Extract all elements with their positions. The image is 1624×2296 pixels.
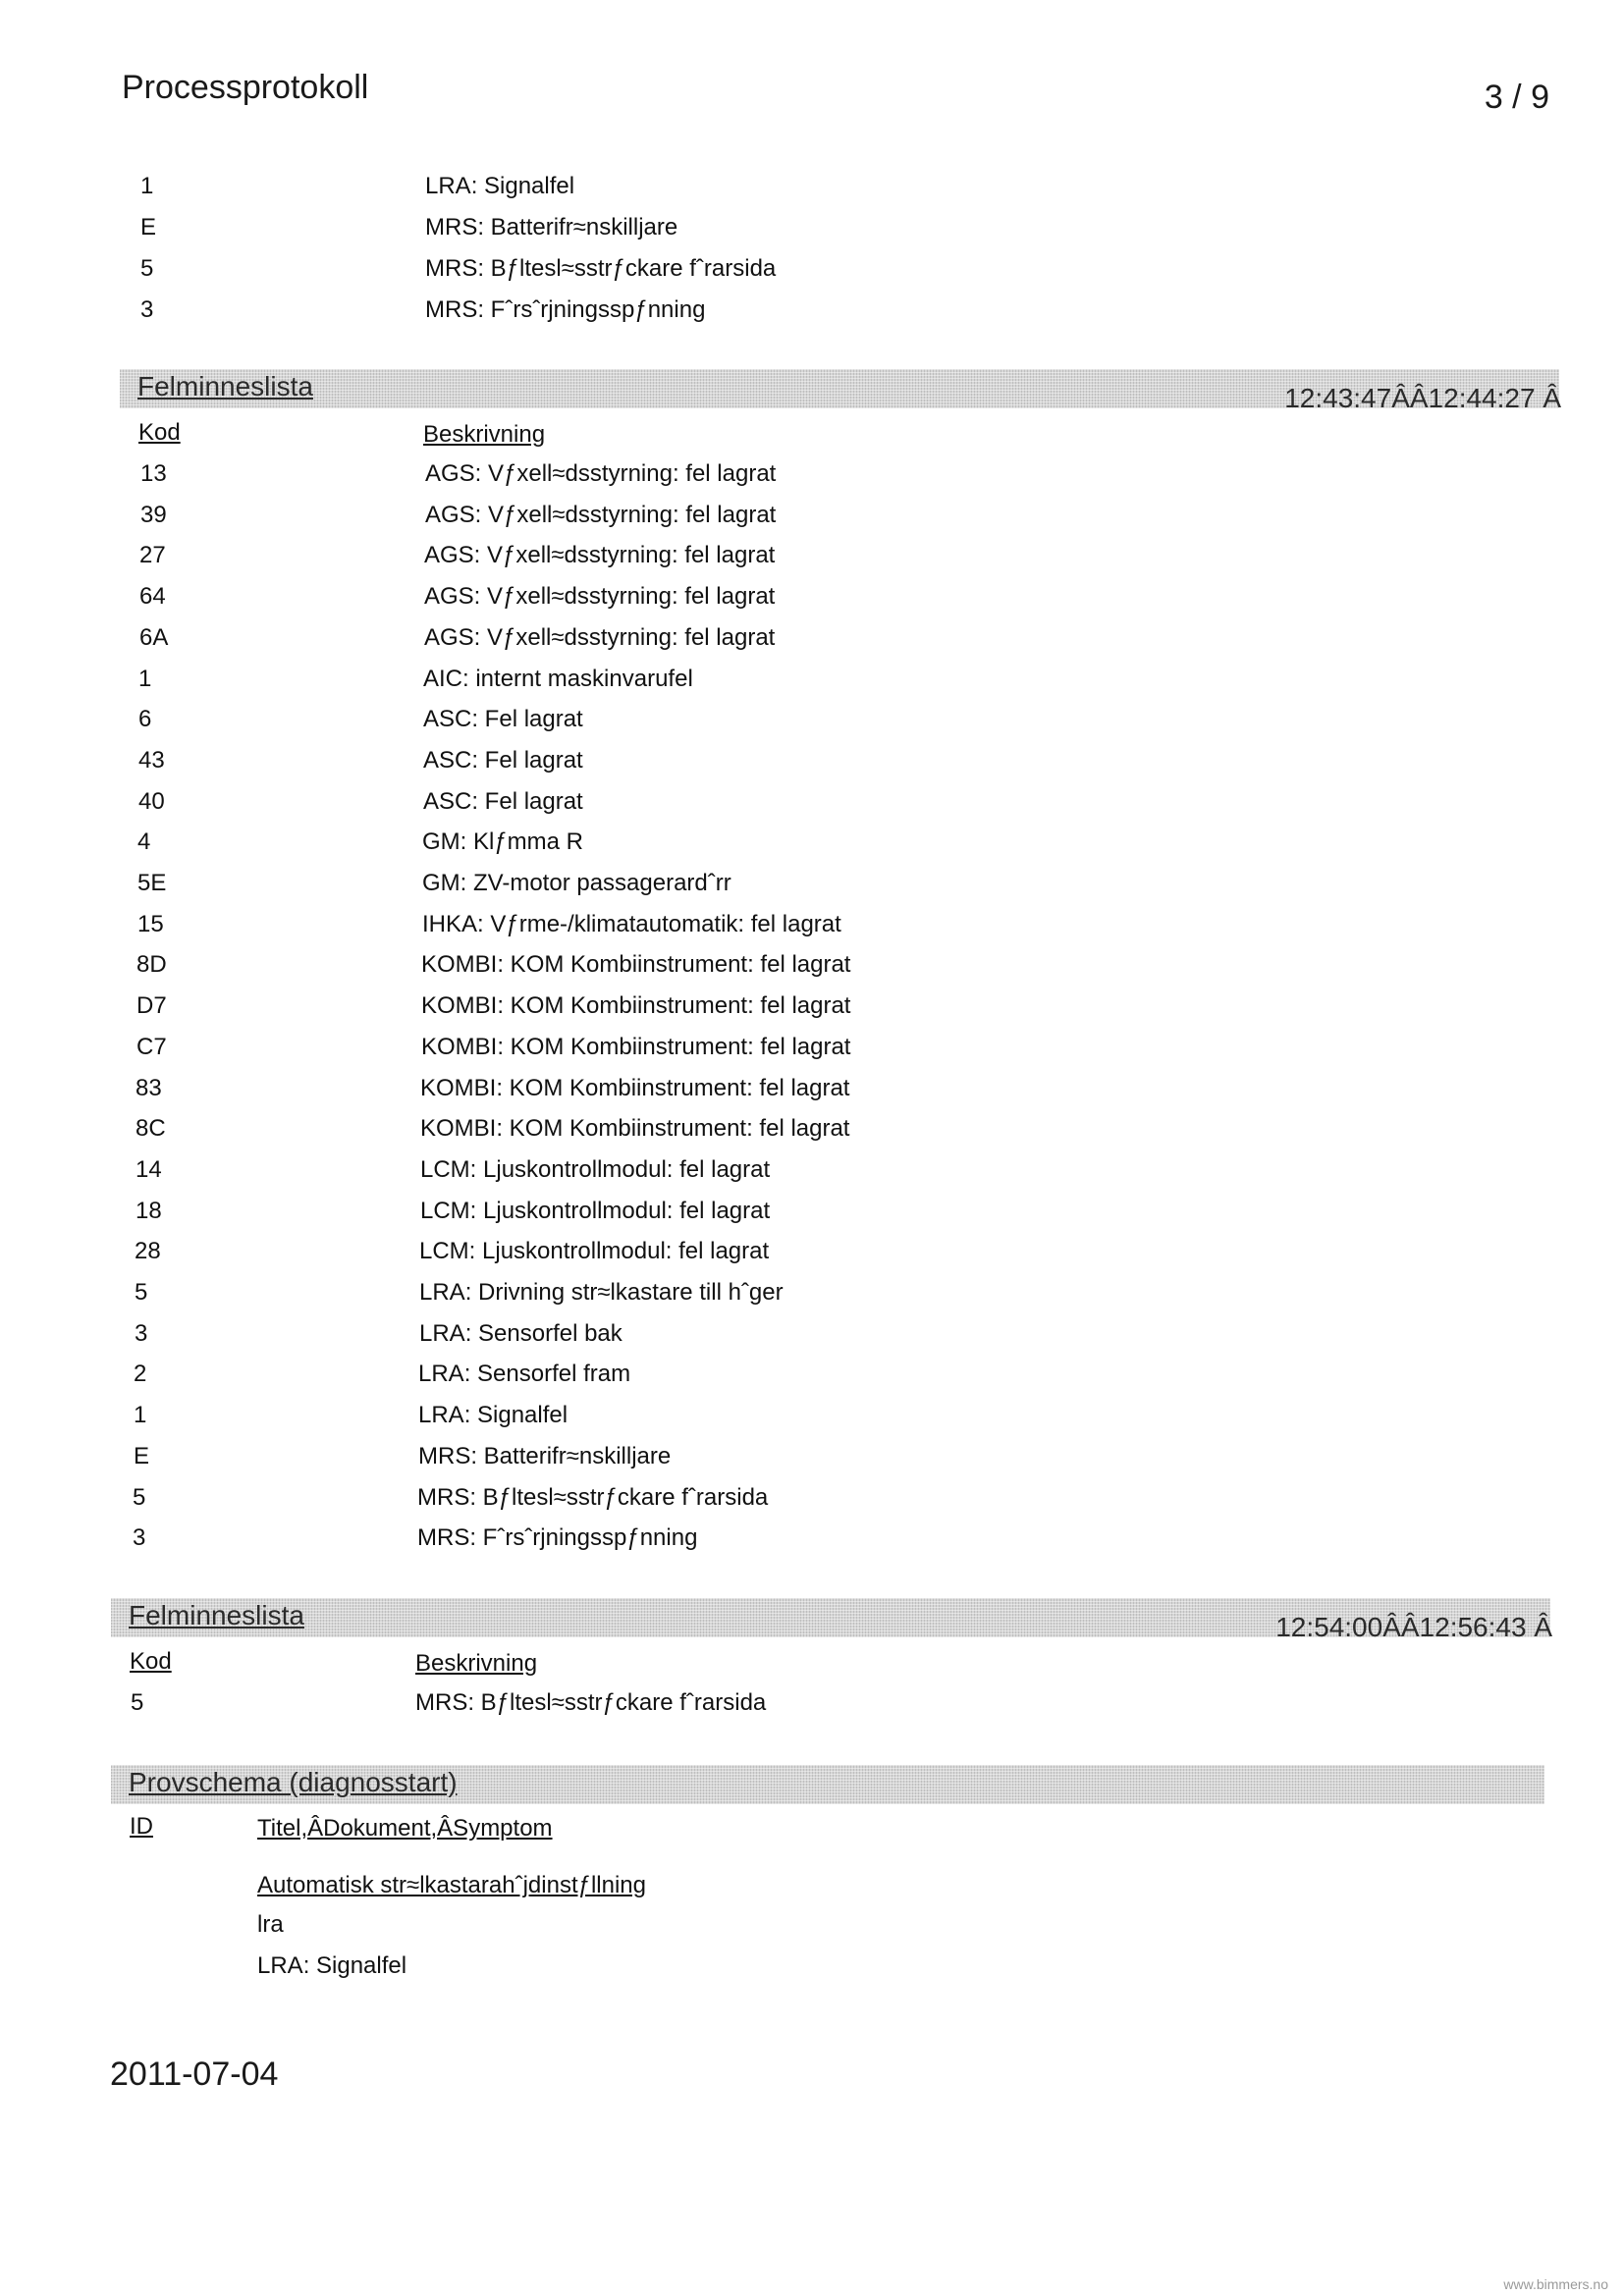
fault-description: AGS: Vƒxell≈dsstyrning: fel lagrat — [424, 542, 776, 569]
fault-code: 6 — [138, 706, 152, 733]
fault-description: MRS: Bƒltesl≈sstrƒckare fˆrarsida — [417, 1483, 769, 1511]
fault-description: MRS: Bƒltesl≈sstrƒckare fˆrarsida — [425, 255, 777, 282]
fault-code: 5 — [140, 255, 154, 282]
fault-code: 2 — [134, 1361, 147, 1388]
fault-description: LRA: Sensorfel bak — [419, 1319, 623, 1347]
fault-code: C7 — [136, 1033, 167, 1060]
fault-description: KOMBI: KOM Kombiinstrument: fel lagrat — [421, 951, 851, 979]
fault-code: 8C — [135, 1115, 166, 1143]
fault-description: LCM: Ljuskontrollmodul: fel lagrat — [420, 1197, 771, 1224]
fault-code: 64 — [139, 583, 166, 611]
fault-description: LRA: Drivning str≈lkastare till hˆger — [419, 1279, 784, 1306]
column-header-description: Beskrivning — [423, 421, 546, 448]
fault-description: KOMBI: KOM Kombiinstrument: fel lagrat — [421, 1033, 851, 1060]
column-header-description: Beskrivning — [415, 1650, 538, 1677]
fault-description: LCM: Ljuskontrollmodul: fel lagrat — [419, 1238, 770, 1265]
fault-code: 5E — [137, 870, 167, 896]
page-title: Processprotokoll — [122, 69, 369, 106]
section-title: Felminneslista — [129, 1600, 304, 1630]
time-range: 12:43:47ÂÂ12:44:27 Â — [1284, 383, 1561, 413]
fault-description: MRS: Batterifr≈nskilljare — [425, 214, 678, 240]
fault-code: 14 — [135, 1155, 162, 1183]
fault-code: 5 — [135, 1279, 148, 1306]
fault-code: 39 — [140, 501, 167, 528]
fault-code: 3 — [133, 1524, 146, 1552]
page-number: 3 / 9 — [1484, 79, 1549, 116]
fault-description: KOMBI: KOM Kombiinstrument: fel lagrat — [420, 1115, 850, 1143]
section-header-test-plan — [111, 1765, 1544, 1804]
fault-description: GM: ZV-motor passagerardˆrr — [422, 870, 731, 896]
document-date: 2011-07-04 — [110, 2056, 279, 2093]
fault-code: 6A — [139, 623, 169, 651]
column-header-id: ID — [130, 1813, 153, 1840]
fault-code: 13 — [140, 460, 167, 487]
fault-code: 8D — [136, 951, 167, 979]
fault-description: LRA: Signalfel — [425, 173, 575, 199]
fault-description: AGS: Vƒxell≈dsstyrning: fel lagrat — [424, 623, 776, 651]
fault-code: 15 — [137, 910, 164, 937]
fault-code: 43 — [138, 746, 165, 774]
test-plan-entry-symptom: LRA: Signalfel — [257, 1952, 407, 1979]
time-range: 12:54:00ÂÂ12:56:43 Â — [1275, 1612, 1552, 1642]
fault-description: MRS: Fˆrsˆrjningsspƒnning — [425, 296, 706, 323]
fault-code: 3 — [140, 296, 154, 323]
fault-code: 83 — [135, 1074, 162, 1101]
column-header-code: Kod — [130, 1648, 172, 1675]
fault-code: 1 — [140, 173, 154, 199]
fault-description: IHKA: Vƒrme-/klimatautomatik: fel lagrat — [422, 910, 841, 937]
section-header-fault-list-1 — [120, 369, 1561, 413]
fault-code: 18 — [135, 1197, 162, 1224]
fault-description: GM: Klƒmma R — [422, 828, 584, 856]
fault-code: E — [134, 1442, 150, 1469]
fault-code: 5 — [131, 1689, 144, 1716]
fault-code: 1 — [134, 1402, 147, 1429]
fault-description: LCM: Ljuskontrollmodul: fel lagrat — [420, 1155, 771, 1183]
fault-description: MRS: Fˆrsˆrjningsspƒnning — [417, 1524, 698, 1552]
fault-code: E — [140, 214, 157, 240]
column-header-title: Titel,ÂDokument,ÂSymptom — [257, 1815, 553, 1842]
fault-description: AIC: internt maskinvarufel — [423, 665, 693, 692]
fault-code: 5 — [133, 1483, 146, 1511]
column-header-code: Kod — [138, 419, 181, 446]
fault-code: D7 — [136, 992, 167, 1020]
fault-description: MRS: Bƒltesl≈sstrƒckare fˆrarsida — [415, 1689, 767, 1716]
fault-description: ASC: Fel lagrat — [423, 787, 583, 815]
fault-description: AGS: Vƒxell≈dsstyrning: fel lagrat — [425, 460, 777, 487]
fault-code: 4 — [137, 828, 151, 856]
fault-description: MRS: Batterifr≈nskilljare — [418, 1442, 672, 1469]
fault-code: 27 — [139, 542, 166, 569]
section-title: Provschema (diagnosstart) — [129, 1767, 458, 1797]
fault-code: 28 — [135, 1238, 161, 1265]
test-plan-entry-module: lra — [257, 1911, 284, 1938]
fault-code: 3 — [135, 1319, 148, 1347]
watermark: www.bimmers.no — [1503, 2276, 1608, 2292]
fault-description: AGS: Vƒxell≈dsstyrning: fel lagrat — [424, 583, 776, 611]
section-header-fault-list-2 — [111, 1598, 1552, 1642]
fault-code: 1 — [138, 665, 152, 692]
fault-code: 40 — [138, 787, 165, 815]
fault-description: ASC: Fel lagrat — [423, 746, 583, 774]
fault-description: ASC: Fel lagrat — [423, 706, 583, 733]
test-plan-entry-title: Automatisk str≈lkastarahˆjdinstƒllning — [257, 1872, 646, 1898]
fault-description: KOMBI: KOM Kombiinstrument: fel lagrat — [421, 992, 851, 1020]
fault-description: LRA: Sensorfel fram — [418, 1361, 631, 1388]
fault-description: AGS: Vƒxell≈dsstyrning: fel lagrat — [425, 501, 777, 528]
fault-description: LRA: Signalfel — [418, 1402, 568, 1429]
fault-description: KOMBI: KOM Kombiinstrument: fel lagrat — [420, 1074, 850, 1101]
section-title: Felminneslista — [137, 371, 313, 401]
